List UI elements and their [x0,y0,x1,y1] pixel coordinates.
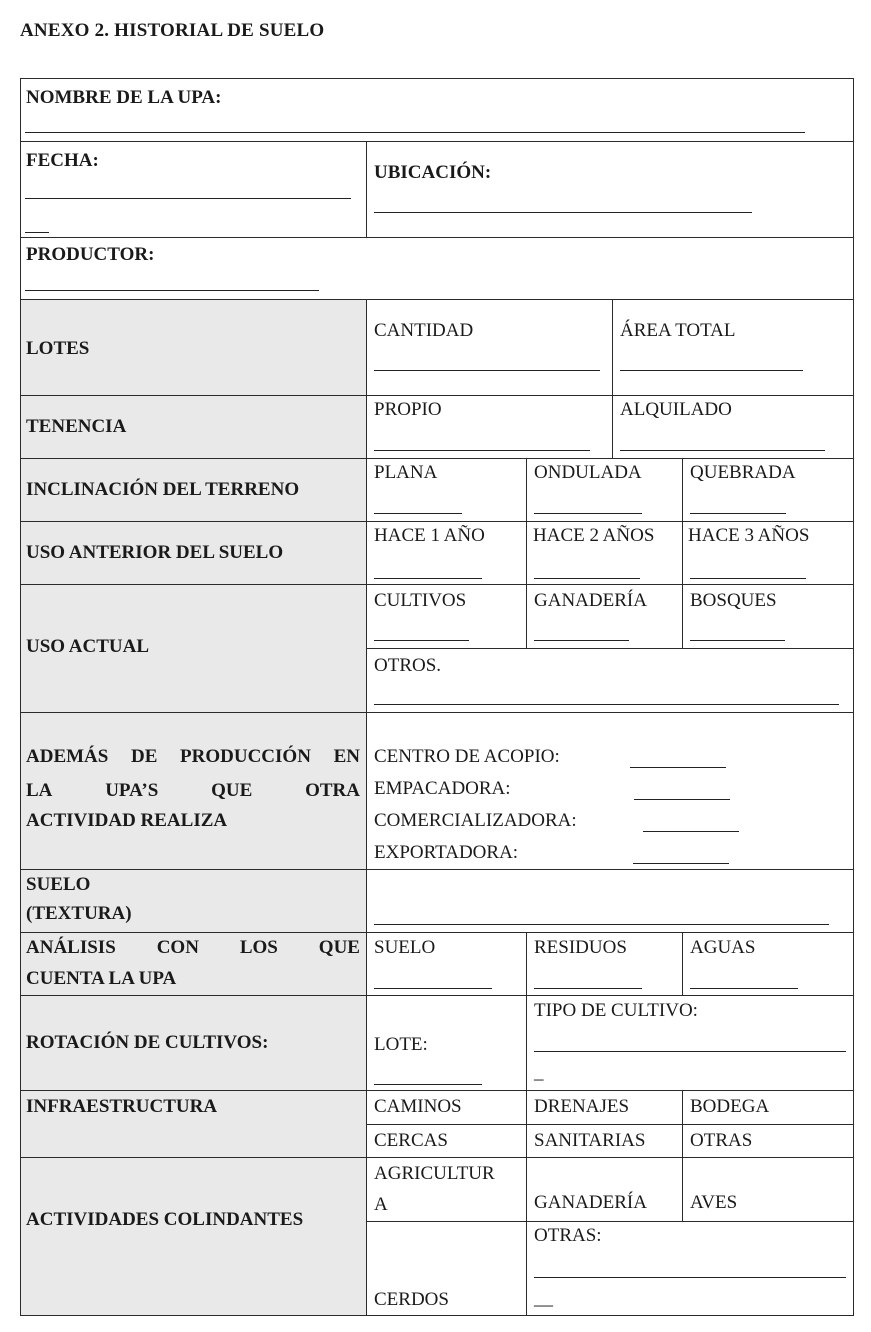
option-empacadora: EMPACADORA: [374,778,511,799]
option-ondulada: ONDULADA [534,462,642,483]
cell-lote [366,995,527,1091]
option-sanitarias: SANITARIAS [534,1130,646,1151]
label-cell-infra [20,1090,367,1158]
option-cantidad: CANTIDAD [374,320,474,341]
label-fecha: FECHA: [26,150,99,171]
label-cell-uso-anterior [20,521,367,585]
input-line-nombre[interactable] [25,132,805,133]
option-alquilado: ALQUILADO [620,399,732,420]
cell-cultivos [366,584,527,649]
cell-analisis-aguas [682,932,854,996]
input-line-hace-1[interactable] [374,578,482,579]
label-colindantes: ACTIVIDADES COLINDANTES [26,1209,304,1230]
label-lotes: LOTES [26,338,90,359]
option-lote: LOTE: [374,1034,428,1055]
option-quebrada: QUEBRADA [690,462,796,483]
label-cell-suelo [20,869,367,933]
label-cell-lotes [20,299,367,396]
input-line-plana[interactable] [374,513,462,514]
option-exportadora: EXPORTADORA: [374,842,519,863]
label-productor: PRODUCTOR: [26,244,155,265]
cell-alquilado [612,395,854,459]
input-line-analisis-suelo[interactable] [374,988,492,989]
input-line-cantidad[interactable] [374,370,600,371]
option-bosques: BOSQUES [690,590,777,611]
input-line-tipo-cultivo[interactable] [534,1051,846,1052]
option-caminos: CAMINOS [374,1096,462,1117]
label-textura: (TEXTURA) [26,903,132,924]
label-infraestructura: INFRAESTRUCTURA [26,1096,218,1117]
row-nombre-upa [20,78,854,142]
label-ademas-line-2 [26,780,360,804]
option-cerdos: CERDOS [374,1289,449,1310]
option-ganaderia: GANADERÍA [534,590,647,611]
input-line-comercializadora[interactable] [643,831,739,832]
cell-area-total [612,299,854,396]
input-line-productor[interactable] [25,290,319,291]
cell-fecha [20,141,367,238]
cell-bosques [682,584,854,649]
option-plana: PLANA [374,462,438,483]
input-line-exportadora[interactable] [633,863,729,864]
label-ademas-word: DE [130,746,158,767]
input-line-propio[interactable] [374,450,590,451]
label-cell-rotacion [20,995,367,1091]
input-line-alquilado[interactable] [620,450,825,451]
option-comercializadora: COMERCIALIZADORA: [374,810,577,831]
input-line-fecha-2[interactable] [25,232,49,233]
tipo-cultivo-dash: _ [534,1062,544,1083]
label-cell-analisis [20,932,367,996]
label-cell-tenencia [20,395,367,459]
option-aves: AVES [690,1192,738,1213]
input-line-analisis-residuos[interactable] [534,988,642,989]
label-ademas-line-3: ACTIVIDAD REALIZA [26,810,228,831]
label-analisis-word: ANÁLISIS [26,937,116,958]
cell-plana [366,458,527,522]
input-line-fecha[interactable] [25,198,351,199]
label-tenencia: TENENCIA [26,416,127,437]
option-drenajes: DRENAJES [534,1096,630,1117]
option-hace-3: HACE 3 AÑOS [688,525,810,546]
label-analisis-word: LOS [239,937,278,958]
option-hace-1: HACE 1 AÑO [374,525,485,546]
option-bodega: BODEGA [690,1096,770,1117]
input-line-otras-colind[interactable] [534,1277,846,1278]
option-cercas: CERCAS [374,1130,448,1151]
input-line-analisis-aguas[interactable] [690,988,798,989]
option-otras-infra: OTRAS [690,1130,753,1151]
option-cultivos: CULTIVOS [374,590,467,611]
option-hace-2: HACE 2 AÑOS [533,525,655,546]
row-productor [20,237,854,300]
label-uso-actual: USO ACTUAL [26,636,149,657]
label-analisis-line-1 [26,937,360,961]
input-line-ubicacion[interactable] [374,212,752,213]
input-line-bosques[interactable] [690,640,785,641]
cell-ganaderia-colind [526,1157,683,1222]
document-title: ANEXO 2. HISTORIAL DE SUELO [20,20,325,41]
option-otras-colind: OTRAS: [534,1225,602,1246]
label-ademas-line-1 [26,746,360,770]
input-line-otros[interactable] [374,704,839,705]
input-line-lote[interactable] [374,1084,482,1085]
input-line-empacadora[interactable] [634,799,730,800]
input-line-quebrada[interactable] [690,513,786,514]
label-suelo: SUELO [26,874,91,895]
cell-cantidad [366,299,613,396]
label-analisis-word: QUE [318,937,360,958]
cell-suelo-textura [366,869,854,933]
label-cell-uso-actual [20,584,367,713]
cell-cercas [366,1124,527,1158]
cell-tipo-cultivo [526,995,854,1091]
cell-aves [682,1157,854,1222]
label-ademas-word: OTRA [305,780,360,801]
option-propio: PROPIO [374,399,442,420]
label-ademas-word: QUE [211,780,253,801]
cell-drenajes [526,1090,683,1125]
input-line-area-total[interactable] [620,370,803,371]
cell-sanitarias [526,1124,683,1158]
cell-hace-2 [526,521,683,585]
option-ganaderia-colind: GANADERÍA [534,1192,647,1213]
cell-cerdos [366,1221,527,1316]
label-rotacion: ROTACIÓN DE CULTIVOS: [26,1032,269,1053]
label-inclinacion: INCLINACIÓN DEL TERRENO [26,479,300,500]
cell-hace-1 [366,521,527,585]
label-ademas-word: ADEMÁS [26,746,109,767]
label-uso-anterior: USO ANTERIOR DEL SUELO [26,542,284,563]
option-analisis-suelo: SUELO [374,937,436,958]
label-ademas-word: UPA’S [105,780,159,801]
label-ademas-word: EN [333,746,360,767]
cell-otros [366,648,854,713]
cell-analisis-residuos [526,932,683,996]
label-ademas-word: LA [26,780,53,801]
input-line-ganaderia[interactable] [534,640,629,641]
option-agricultura: AGRICULTUR [374,1163,495,1184]
cell-otras-infra [682,1124,854,1158]
label-ademas-word: PRODUCCIÓN [180,746,311,767]
cell-agricultura [366,1157,527,1222]
option-tipo-cultivo: TIPO DE CULTIVO: [534,1000,698,1021]
cell-otras-colind [526,1221,854,1316]
option-area-total: ÁREA TOTAL [620,320,736,341]
label-analisis-line-2: CUENTA LA UPA [26,968,177,989]
input-line-ondulada[interactable] [534,513,642,514]
input-line-hace-3[interactable] [690,578,806,579]
input-line-centro-acopio[interactable] [630,767,726,768]
cell-hace-3 [682,521,854,585]
option-analisis-residuos: RESIDUOS [534,937,627,958]
option-otros: OTROS. [374,655,442,676]
label-ubicacion: UBICACIÓN: [374,162,492,183]
label-cell-inclinacion [20,458,367,522]
cell-analisis-suelo [366,932,527,996]
cell-ganaderia [526,584,683,649]
cell-ondulada [526,458,683,522]
otras-colind-dash: __ [534,1288,553,1309]
label-analisis-word: CON [156,937,199,958]
option-centro-acopio: CENTRO DE ACOPIO: [374,746,560,767]
input-line-cultivos[interactable] [374,640,469,641]
input-line-hace-2[interactable] [534,578,640,579]
cell-ubicacion [366,141,854,238]
label-cell-ademas [20,712,367,870]
cell-caminos [366,1090,527,1125]
option-analisis-aguas: AGUAS [690,937,756,958]
cell-quebrada [682,458,854,522]
label-cell-colindantes [20,1157,367,1316]
cell-bodega [682,1090,854,1125]
input-line-textura[interactable] [374,924,829,925]
cell-ademas-options [366,712,854,870]
label-nombre-upa: NOMBRE DE LA UPA: [26,87,222,108]
option-agricultura-wrap: A [374,1194,388,1215]
cell-propio [366,395,613,459]
